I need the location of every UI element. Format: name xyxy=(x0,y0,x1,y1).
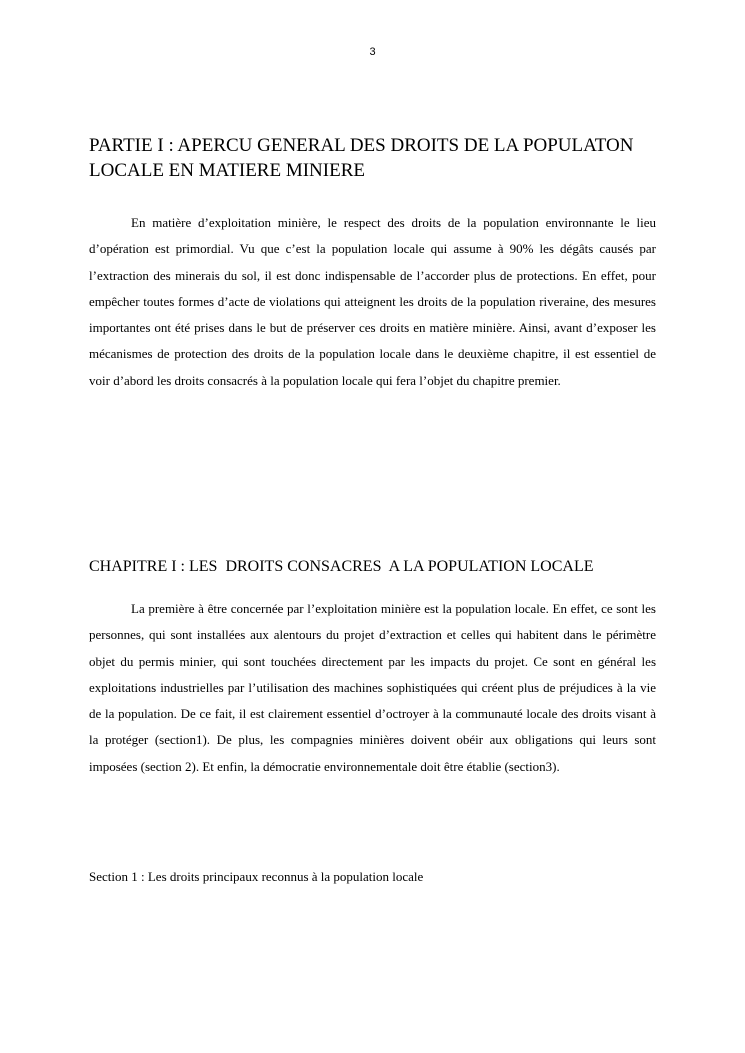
part-heading: PARTIE I : APERCU GENERAL DES DROITS DE LA POPULATON LOCALE EN MATIERE MINIERE xyxy=(89,135,634,181)
section-heading: Section 1 : Les droits principaux reconnus à la population locale xyxy=(89,869,424,884)
chapter-intro-paragraph: La première à être concernée par l’exploitation minière est la population locale. En effet, ce sont les personnes, qui sont installées aux alentours du projet d’extraction et celles qui habitent dans le périmètre objet du permis minier, qui sont touchées directement par les impacts du projet. Ce sont en général les exploitations industrielles par l’utilisation des machines sophistiquées qui créent plus de préjudices à la vie de la population. De ce fait, il est clairement essentiel d’octroyer à la communauté locale des droits visant à la protéger (section1). De plus, les compagnies minières doivent obéir aux obligations qui leurs sont imposées (section 2). Et enfin, la démocratie environnementale doit être établie (section3). xyxy=(89,601,656,774)
chapter-heading: CHAPITRE I : LES DROITS CONSACRES A LA POPULATION LOCALE xyxy=(89,558,594,575)
page-number: 3 xyxy=(369,46,376,58)
part-intro-paragraph: En matière d’exploitation minière, le respect des droits de la population environnante le lieu d’opération est primordial. Vu que c’est la population locale qui assume à 90% les dégâts causés par l’extraction des minerais du sol, il est donc indispensable de l’accorder plus de protections. En effet, pour empêcher toutes formes d’acte de violations qui atteignent les droits de la population riveraine, des mesures importantes ont été prises dans le but de préserver ces droits en matière minière. Ainsi, avant d’exposer les mécanismes de protection des droits de la population locale dans le deuxième chapitre, il est essentiel de voir d’abord les droits consacrés à la population locale qui fera l’objet du chapitre premier. xyxy=(89,215,656,388)
